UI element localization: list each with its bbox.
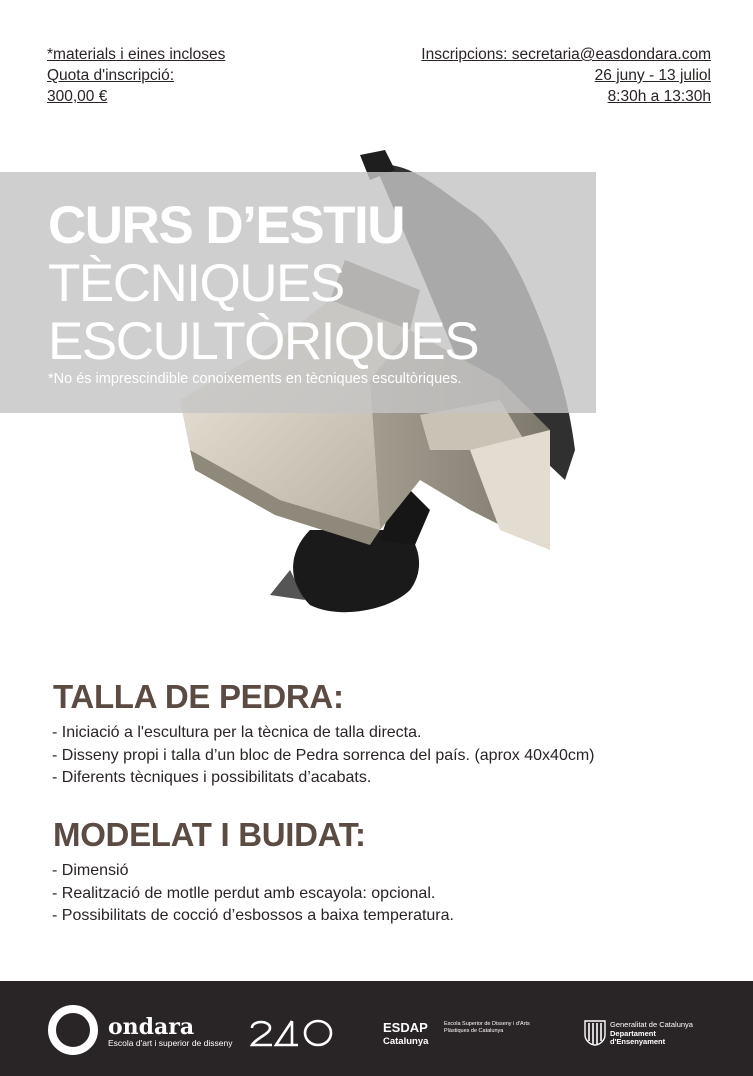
- generalitat-name: Generalitat de Catalunya: [610, 1020, 693, 1029]
- registration-email[interactable]: Inscripcions: secretaria@easdondara.com: [421, 46, 711, 63]
- list-item: - Possibilitats de cocció d’esbossos a baixa temperatura.: [52, 907, 454, 924]
- esdap-logo-region: Catalunya: [383, 1036, 429, 1047]
- fee-label: Quota d'inscripció:: [47, 67, 175, 84]
- logo-240-icon: [250, 1018, 334, 1048]
- department-name: d'Ensenyament: [610, 1037, 666, 1046]
- esdap-logo-description: Escola Superior de Disseny i d'Arts Plàstiques de Catalunya: [444, 1021, 530, 1034]
- esdap-logo-name: ESDAP: [383, 1020, 428, 1035]
- ondara-logo-name: ondara: [108, 1014, 195, 1040]
- course-info-right: [421, 44, 711, 107]
- course-title: CURS D’ESTIU: [48, 196, 404, 255]
- course-info-left: [47, 44, 225, 107]
- course-subtitle-line1: TÈCNIQUES: [48, 254, 344, 313]
- section-heading-stone-carving: TALLA DE PEDRA:: [53, 678, 344, 715]
- materials-note: *materials i eines incloses: [47, 46, 226, 63]
- course-hours: 8:30h a 13:30h: [607, 88, 711, 105]
- department-label: Departament: [610, 1028, 656, 1038]
- prerequisite-note: *No és imprescindible conoixements en tècniques escultòriques.: [48, 371, 462, 387]
- ondara-logo-subtitle: Escola d'art i superior de disseny: [108, 1038, 233, 1048]
- list-item: - Dimensió: [52, 862, 129, 879]
- list-item: - Disseny propi i talla d’un bloc de Pedra sorrenca del país. (aprox 40x40cm): [52, 746, 595, 764]
- list-item: - Iniciació a l'escultura per la tècnica de talla directa.: [52, 724, 422, 741]
- generalitat-shield-icon: [584, 1020, 606, 1046]
- list-item: - Realització de motlle perdut amb escayola: opcional.: [52, 884, 436, 902]
- generalitat-logo-text: [610, 1021, 693, 1047]
- course-subtitle-line2: ESCULTÒRIQUES: [48, 312, 479, 371]
- modelling-list: [52, 860, 454, 928]
- section-heading-modelling: MODELAT I BUIDAT:: [53, 816, 366, 853]
- ondara-logo-icon: [47, 1004, 99, 1056]
- fee-amount: 300,00 €: [47, 88, 108, 105]
- list-item: - Diferents tècniques i possibilitats d’acabats.: [52, 769, 372, 786]
- stone-carving-list: [52, 722, 595, 790]
- course-dates: 26 juny - 13 juliol: [594, 67, 711, 84]
